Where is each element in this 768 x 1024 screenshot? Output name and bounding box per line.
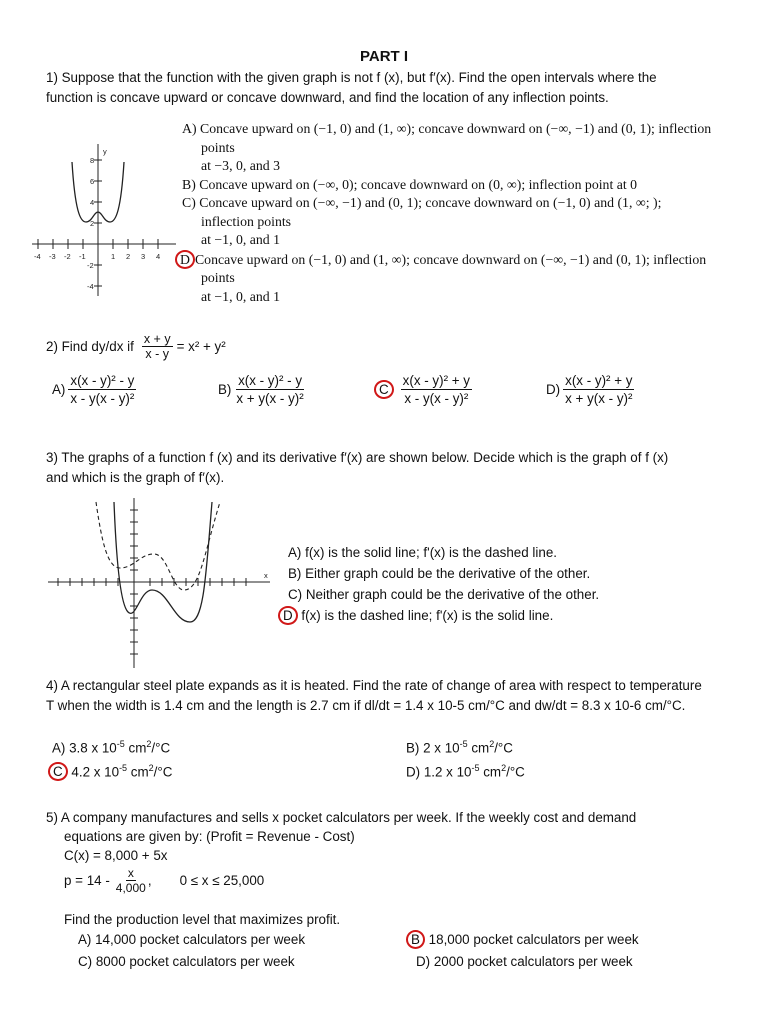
- q3-xlabel: x: [264, 571, 268, 580]
- q2-option-a[interactable]: A) $\frac{\text{x(x - y)² - y}}{\text{x - y(x - y)²}}$: [52, 373, 135, 406]
- q1-line-2: function is concave upward or concave downward, and find the location of any inflection points.: [46, 90, 609, 105]
- q2-equation-rhs: = x² + y²: [176, 338, 226, 354]
- q3-option-c[interactable]: C) Neither graph could be the derivative of the other.: [288, 587, 600, 602]
- q5-option-a[interactable]: A) 14,000 pocket calculators per week: [78, 932, 306, 947]
- q3-solid-curve: [114, 502, 212, 622]
- q1-xtick-5: 2: [126, 252, 131, 261]
- question-2-text: [46, 332, 226, 361]
- q5-demand-fraction: $\frac{x}{4,000}$: [115, 866, 146, 895]
- q4-option-d[interactable]: D) 1.2 x $10^{-5}$ $cm^2/^\circ C$: [406, 763, 525, 780]
- page-title: PART I: [359, 48, 409, 65]
- q1-option-d[interactable]: D Concave upward on (−1, 0) and (1, ∞); concave downward on (−∞, −1) and (0, 1); inflection points at −1, 0, and 1: [175, 250, 752, 307]
- q1-ytick-1: 6: [90, 177, 95, 186]
- q2-selected-circle: C: [374, 380, 394, 399]
- q5-line-2: equations are given by: (Profit = Revenue - Cost): [64, 829, 355, 844]
- q5-ask: Find the production level that maximizes profit.: [64, 912, 341, 927]
- q3-line-1: 3) The graphs of a function f (x) and its derivative f′(x) are shown below. Decide which is the graph of f (x): [46, 450, 669, 465]
- q3-option-a[interactable]: A) f(x) is the solid line; f'(x) is the dashed line.: [288, 545, 557, 560]
- q1-xtick-6: 3: [141, 252, 146, 261]
- q3-option-b[interactable]: B) Either graph could be the derivative of the other.: [288, 566, 591, 581]
- q4-line-1: 4) A rectangular steel plate expands as it is heated. Find the rate of change of area with respect to temperature: [46, 678, 702, 693]
- q1-ytick-4: -2: [87, 261, 94, 270]
- q3-options: [283, 542, 600, 626]
- q1-ytick-3: 2: [90, 219, 95, 228]
- q2-option-d[interactable]: D) $\frac{\text{x(x - y)² + y}}{\text{x + y(x - y)²}}$: [546, 373, 633, 406]
- q5-option-c[interactable]: C) 8000 pocket calculators per week: [78, 954, 295, 969]
- q1-ytick-2: 4: [90, 198, 95, 207]
- q3-option-d[interactable]: D f(x) is the dashed line; f'(x) is the solid line.: [278, 605, 599, 626]
- q4-option-b[interactable]: B) 2 x $10^{-5}$ $cm^2/^\circ C$: [406, 739, 513, 756]
- q1-option-a[interactable]: A) Concave upward on (−1, 0) and (1, ∞); concave downward on (−∞, −1) and (0, 1); inflection points at −3, 0, and 3: [182, 121, 712, 173]
- question-5-text: [46, 808, 746, 865]
- q1-graph: [28, 140, 180, 300]
- q1-xtick-0: -4: [34, 252, 41, 261]
- q4-option-a[interactable]: A) 3.8 x $10^{-5}$ $cm^2/^\circ C$: [52, 739, 171, 756]
- q5-domain: 0 ≤ x ≤ 25,000: [179, 873, 265, 888]
- q2-option-b[interactable]: B) $\frac{\text{x(x - y)² - y}}{\text{x + y(x - y)²}}$: [218, 373, 304, 406]
- q5-cost: C(x) = 8,000 + 5x: [64, 848, 168, 863]
- q1-option-b[interactable]: B) Concave upward on (−∞, 0); concave downward on (0, ∞); inflection point at 0: [182, 176, 638, 192]
- question-3-text: [46, 448, 746, 488]
- q5-line-1: A company manufactures and sells x pocket calculators per week. If the weekly cost and demand: [60, 810, 637, 825]
- q5-option-b[interactable]: B 18,000 pocket calculators per week: [406, 930, 639, 949]
- q2-equation-fraction: $\frac{x + y}{x - y}$: [143, 332, 171, 361]
- q1-ytick-5: -4: [87, 282, 94, 291]
- q2-option-c[interactable]: C $\frac{\text{x(x - y)² + y}}{\text{x - y(x - y)²}}$: [374, 372, 472, 407]
- q5-option-d[interactable]: D) 2000 pocket calculators per week: [416, 954, 633, 969]
- q1-line-1: 1) Suppose that the function with the given graph is not f (x), but f′(x). Find the open intervals where the: [46, 70, 657, 85]
- q3-line-2: and which is the graph of f′(x).: [46, 470, 225, 485]
- q1-xtick-4: 1: [111, 252, 116, 261]
- q5-prefix: 5): [46, 810, 58, 825]
- q4-option-c[interactable]: C 4.2 x $10^{-5}$ $cm^2/^\circ C$: [48, 758, 172, 782]
- q1-option-c[interactable]: C) Concave upward on (−∞, −1) and (0, 1); concave downward on (−1, 0) and (1, ∞; ); inflection points at −1, 0, and 1: [182, 195, 662, 247]
- q1-xtick-2: -2: [64, 252, 71, 261]
- q4-selected-circle: C: [48, 762, 68, 781]
- q1-ylabel: y: [103, 147, 107, 156]
- q1-selected-circle: D: [175, 250, 195, 269]
- q1-xtick-1: -3: [49, 252, 56, 261]
- q3-selected-circle: D: [278, 606, 298, 625]
- question-4-text: [46, 676, 756, 716]
- question-1-text: [46, 68, 746, 108]
- q1-xtick-7: 4: [156, 252, 161, 261]
- q4-line-2: T when the width is 1.4 cm and the length is 2.7 cm if dl/dt = 1.4 x 10-5 cm/°C and dw/dt = 8.3 x 10-6 cm/°C.: [46, 698, 686, 713]
- q1-ytick-0: 8: [90, 156, 95, 165]
- q5-demand: p = 14 - $\frac{x}{4,000}$ , 0 ≤ x ≤ 25,000: [64, 866, 265, 895]
- q1-options: [182, 120, 752, 306]
- q1-xtick-3: -1: [79, 252, 86, 261]
- q3-graph: [44, 494, 280, 672]
- q5-selected-circle: B: [406, 930, 425, 949]
- q2-prefix: 2) Find dy/dx if: [46, 338, 134, 354]
